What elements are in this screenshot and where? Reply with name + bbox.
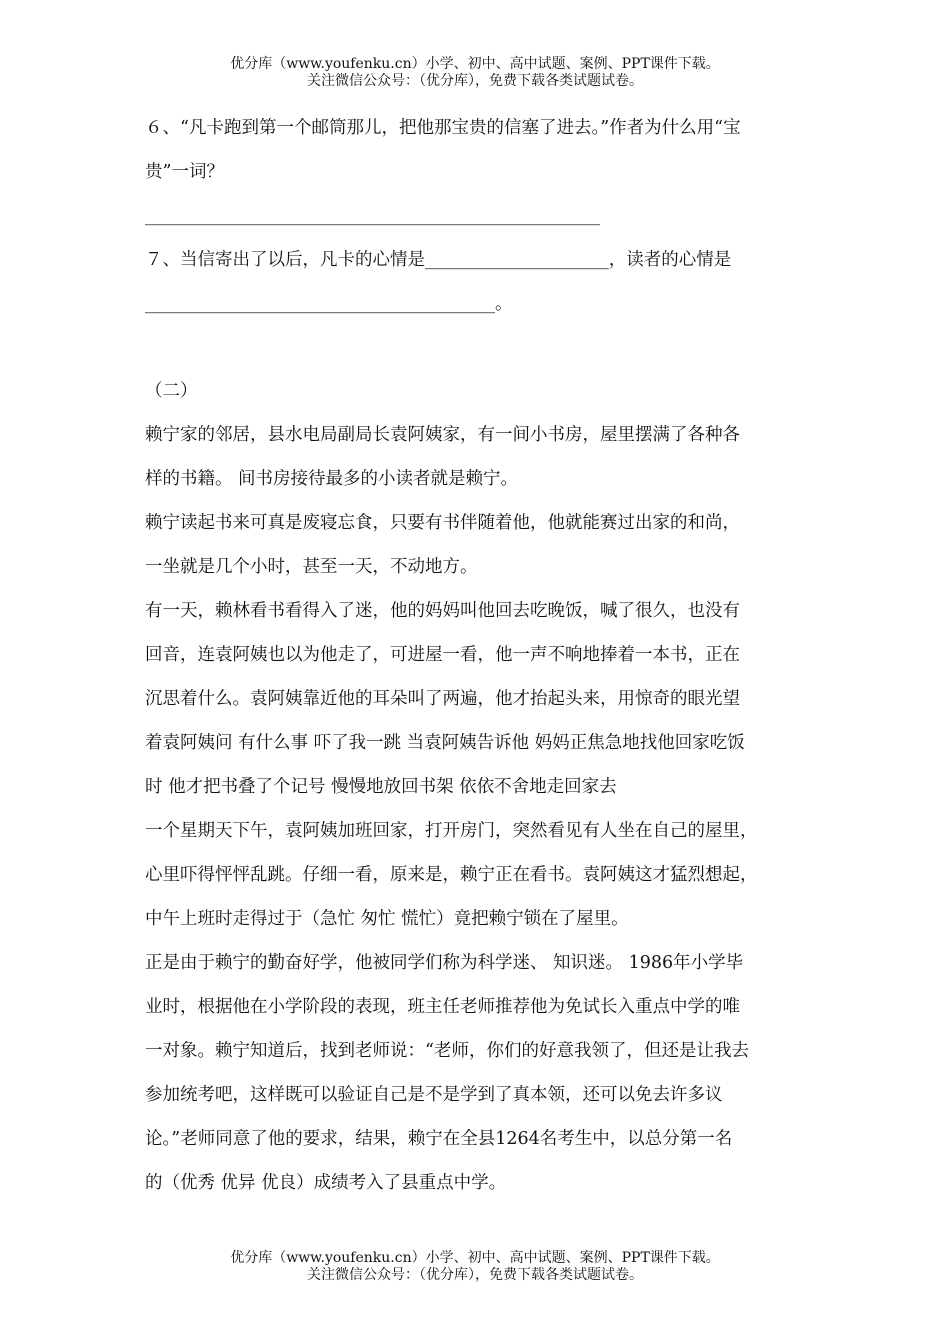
passage-line: 一个星期天下午，袁阿姨加班回家，打开房门，突然看见有人坐在自己的屋里， — [145, 821, 758, 841]
passage-line: 一坐就是几个小时，甚至一天，不动地方。 — [145, 557, 478, 577]
passage-line: 沉思着什么。袁阿姨靠近他的耳朵叫了两遍，他才抬起头来，用惊奇的眼光望 — [145, 689, 740, 709]
question-6-line-1: ６、“凡卡跑到第一个邮筒那儿，把他那宝贵的信塞了进去。”作者为什么用“宝 — [145, 118, 741, 138]
passage-line: 的（优秀 优异 优良）成绩考入了县重点中学。 — [145, 1173, 507, 1193]
page-footer — [0, 1250, 950, 1284]
header-line-1: 优分库（www.youfenku.cn）小学、初中、高中试题、案例、PPT课件下载。 — [230, 56, 720, 72]
passage-line: 业时，根据他在小学阶段的表现，班主任老师推荐他为免试长入重点中学的唯 — [145, 997, 740, 1017]
question-7-line-1: ７、当信寄出了以后，凡卡的心情是_____________________，读者的心情是 — [145, 250, 732, 270]
passage-line: 正是由于赖宁的勤奋好学，他被同学们称为科学迷、 知识迷。 1986年小学毕 — [145, 953, 744, 973]
passage-line: 回音，连袁阿姨也以为他走了，可进屋一看，他一声不响地捧着一本书，正在 — [145, 645, 740, 665]
question-6-line-2: 贵”一词？ — [145, 162, 224, 182]
passage-line: 样的书籍。 间书房接待最多的小读者就是赖宁。 — [145, 469, 519, 489]
section-2-title: （二） — [145, 381, 198, 401]
footer-line-1: 优分库（www.youfenku.cn）小学、初中、高中试题、案例、PPT课件下载。 — [230, 1250, 720, 1266]
header-line-2: 关注微信公众号：（优分库），免费下载各类试题试卷。 — [307, 73, 643, 89]
passage-line: 时 他才把书叠了个记号 慢慢地放回书架 依依不舍地走回家去 — [145, 777, 617, 797]
passage-line: 参加统考吧，这样既可以验证自己是不是学到了真本领，还可以免去许多议 — [145, 1085, 723, 1105]
passage-line: 有一天，赖林看书看得入了迷，他的妈妈叫他回去吃晚饭，喊了很久，也没有 — [145, 601, 740, 621]
passage-line: 中午上班时走得过于（急忙 匆忙 慌忙）竟把赖宁锁在了屋里。 — [145, 909, 629, 929]
passage-line: 赖宁读起书来可真是废寝忘食，只要有书伴随着他，他就能赛过出家的和尚， — [145, 513, 740, 533]
passage-line: 着袁阿姨问 有什么事 吓了我一跳 当袁阿姨告诉他 妈妈正焦急地找他回家吃饭 — [145, 733, 745, 753]
footer-line-2: 关注微信公众号：（优分库），免费下载各类试题试卷。 — [307, 1267, 643, 1283]
passage-line: 赖宁家的邻居，县水电局副局长袁阿姨家，有一间小书房，屋里摆满了各种各 — [145, 425, 740, 445]
question-7-line-2: ________________________________________。 — [145, 294, 513, 314]
page-header — [0, 56, 950, 90]
passage-line: 论。”老师同意了他的要求，结果，赖宁在全县1264名考生中，以总分第一名 — [145, 1129, 733, 1149]
passage-line: 一对象。赖宁知道后，找到老师说：“老师，你们的好意我领了，但还是让我去 — [145, 1041, 749, 1061]
question-6-answer-blank: ____________________________________________________ — [145, 206, 600, 226]
passage-line: 心里吓得怦怦乱跳。仔细一看，原来是，赖宁正在看书。袁阿姨这才猛烈想起， — [145, 865, 758, 885]
